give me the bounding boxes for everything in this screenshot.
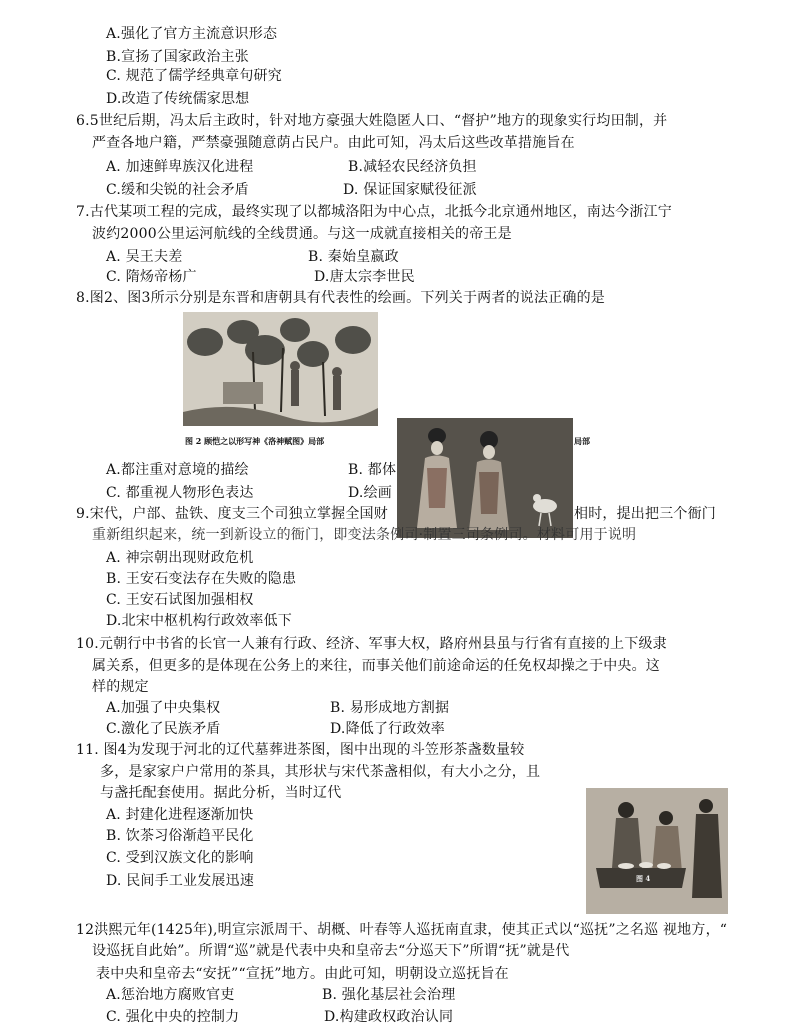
q8-stem-line1: 8.图2、图3所示分别是东晋和唐朝具有代表性的绘画。下列关于两者的说法正确的是 (76, 290, 605, 306)
q5-option-c: C.缓和尖锐的社会矛盾 (106, 182, 249, 198)
q8-option-a: A.都注重对意境的描绘 (106, 462, 249, 478)
q10-stem-line1: 10.元朝行中书省的长官一人兼有行政、经济、军事大权，路府州县虽与行省有直接的上下级隶 (76, 636, 667, 652)
q5-option-a: A. 加速鲜卑族汉化进程 (106, 159, 254, 175)
q9-option-c: C. 王安石试图加强相权 (106, 592, 254, 608)
q7-option-a: A. 吴王夫差 (106, 249, 183, 265)
q9-option-a: A. 神宗朝出现财政危机 (106, 550, 254, 566)
q9-option-b: B. 王安石变法存在失败的隐患 (106, 571, 297, 587)
q11-stem-line1: 11. 图4为发现于河北的辽代墓葬进茶图，图中出现的斗笠形茶盏数量较 (76, 742, 525, 758)
q7-stem-line2: 波约2000公里运河航线的全线贯通。与这一成就直接相关的帝王是 (92, 226, 512, 242)
q10-stem-line2: 属关系，但更多的是体现在公务上的来往，而事关他们前途命运的任免权却操之于中央。这 (92, 658, 660, 674)
q10-stem-line3: 样的规定 (92, 679, 149, 695)
q11-option-d: D. 民间手工业发展迅速 (106, 873, 255, 889)
q11-stem-line2: 多，是家家户户常用的茶具，其形状与宋代茶盏相似，有大小之分，且 (100, 764, 541, 780)
q7-option-d: D.唐太宗李世民 (314, 269, 415, 285)
q5-option-b: B.减轻农民经济负担 (348, 159, 477, 175)
q9-option-d: D.北宋中枢机构行政效率低下 (106, 613, 292, 629)
q10-option-a: A.加强了中央集权 (106, 700, 221, 716)
q9-stem-line1-right: 相时，提出把三个衙门 (574, 506, 716, 522)
q9-stem-line1-left: 9.宋代，户部、盐铁、度支三个司独立掌握全国财 (76, 506, 388, 522)
q9-stem-line2: 重新组织起来，统一到新设立的衙门，即变法条例司·制置三司条例司。材料可用于说明 (92, 527, 637, 543)
q10-option-d: D.降低了行政效率 (330, 721, 445, 737)
q11-stem-line3: 与盏托配套使用。据此分析，当时辽代 (100, 785, 342, 801)
q7-stem-line1: 7.古代某项工程的完成，最终实现了以都城洛阳为中心点，北抵今北京通州地区，南达今浙江宁 (76, 204, 672, 220)
q5-option-d: D. 保证国家赋役征派 (343, 182, 477, 198)
q8-option-b: B. 都体 (348, 462, 397, 478)
figure-2-painting (183, 312, 378, 426)
q7-option-c: C. 隋炀帝杨广 (106, 269, 197, 285)
q12-option-b: B. 强化基层社会治理 (322, 987, 456, 1003)
q8-option-d: D.绘画 (348, 485, 392, 501)
q8-option-c: C. 都重视人物形色表达 (106, 485, 254, 501)
q12-stem-line1: 12洪熙元年(1425年),明宣宗派周干、胡概、叶春等人巡抚南直隶，使其正式以“巡抚”之名巡 视地方，“ (76, 922, 728, 938)
q10-option-b: B. 易形成地方割据 (330, 700, 450, 716)
q4-option-d: D.改造了传统儒家思想 (106, 91, 250, 107)
q12-stem-line2: 设巡抚自此始”。所谓“巡”就是代表中央和皇帝去“分巡天下”所谓“抚”就是代 (92, 943, 570, 959)
figure-3-caption: 局部 (574, 436, 590, 446)
q11-option-a: A. 封建化进程逐渐加快 (106, 807, 254, 823)
q12-stem-line3: 表中央和皇帝去“安抚”“宣抚”地方。由此可知，明朝设立巡抚旨在 (96, 966, 509, 982)
q4-option-a: A.强化了官方主流意识形态 (106, 26, 278, 42)
q4-option-b: B.宣扬了国家政治主张 (106, 49, 249, 65)
q5-stem-line2: 严查各地户籍，严禁豪强随意荫占民户。由此可知，冯太后这些改革措施旨在 (92, 135, 575, 151)
q11-option-b: B. 饮茶习俗渐趋平民化 (106, 828, 254, 844)
q11-option-c: C. 受到汉族文化的影响 (106, 850, 254, 866)
figure-4-painting (586, 788, 728, 914)
q4-option-c: C. 规范了儒学经典章句研究 (106, 68, 282, 84)
figure-3-painting (397, 418, 573, 538)
q12-option-a: A.惩治地方腐败官吏 (106, 987, 235, 1003)
q10-option-c: C.激化了民族矛盾 (106, 721, 221, 737)
q5-stem-line1: 6.5世纪后期，冯太后主政时，针对地方豪强大姓隐匿人口、“督护”地方的现象实行均田制，并 (76, 113, 668, 129)
q7-option-b: B. 秦始皇嬴政 (308, 249, 399, 265)
figure-4-caption: 图 4 (636, 874, 651, 883)
q12-option-d: D.构建政权政治认同 (324, 1009, 454, 1025)
figure-2-caption: 图 2 顾恺之以形写神《洛神赋图》局部 (185, 436, 325, 446)
q12-option-c: C. 强化中央的控制力 (106, 1009, 240, 1025)
